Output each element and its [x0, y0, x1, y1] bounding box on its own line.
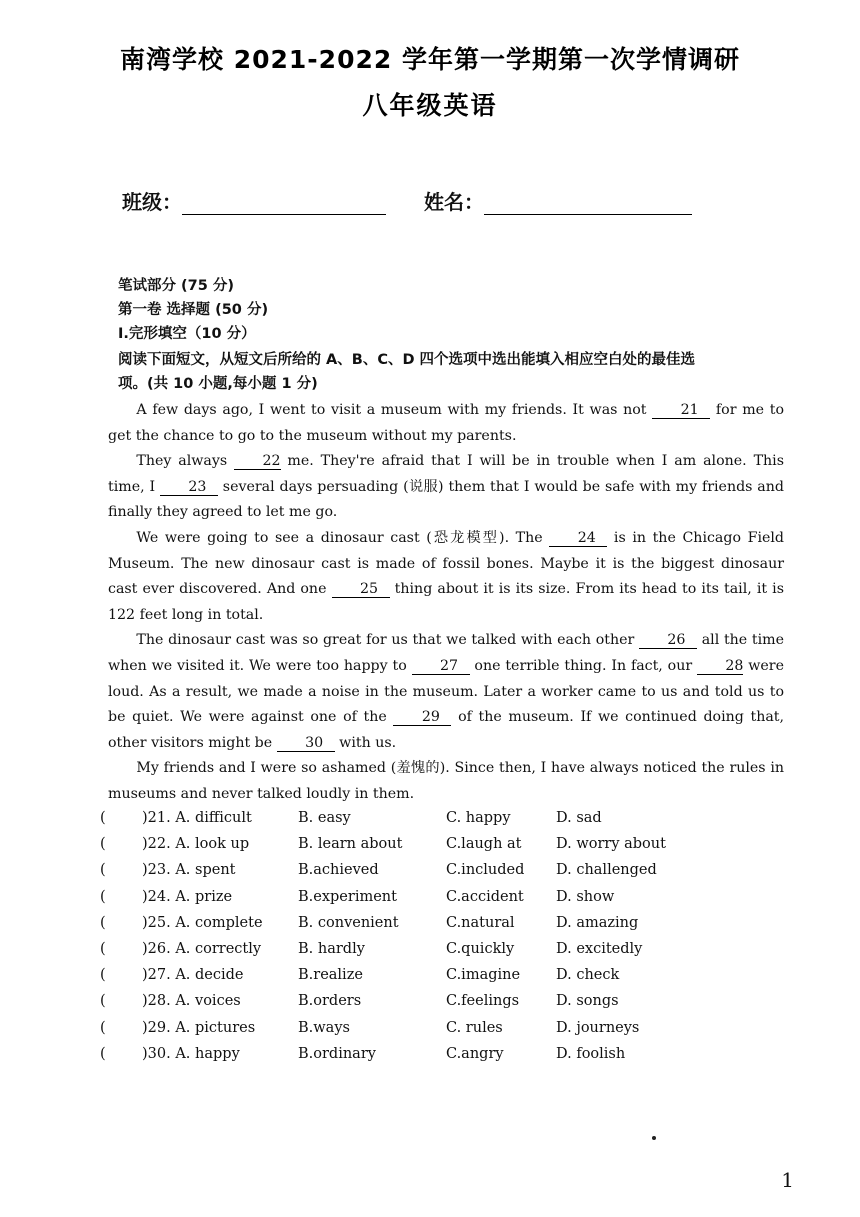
option-b: B.achieved: [298, 862, 379, 879]
question-23: )23. A. spent: [142, 862, 236, 879]
option-d: D. check: [556, 967, 620, 984]
option-b: B. easy: [298, 810, 351, 827]
class-field: [122, 186, 386, 215]
question-row: ( )21. A. difficult B. easy C. happy D. sad: [100, 805, 700, 831]
written-part-heading: 笔试部分 (75 分): [118, 278, 235, 294]
option-c: C.imagine: [446, 967, 521, 984]
instruction-line-2: 项。(共 10 小题,每小题 1 分): [118, 376, 318, 392]
question-24: )24. A. prize: [142, 888, 233, 905]
question-row: ( )28. A. voices B.orders C.feelings D. songs: [100, 988, 700, 1014]
class-label: 班级：: [122, 190, 182, 214]
paragraph-1: A few days ago, I went to visit a museum with my friends. It was not 21 for me to get the chance to go to the museum without my parents.: [108, 402, 784, 444]
question-row: ( )25. A. complete B. convenient C.natural D. amazing: [100, 910, 700, 936]
question-30: )30. A. happy: [142, 1045, 240, 1062]
question-row: ( )26. A. correctly B. hardly C.quickly D. excitedly: [100, 936, 700, 962]
scan-speck: [652, 1136, 656, 1140]
option-b: B.ways: [298, 1019, 350, 1036]
blank-23: 23: [160, 479, 218, 496]
question-row: ( )27. A. decide B.realize C.imagine D. check: [100, 962, 700, 988]
option-d: D. worry about: [556, 836, 666, 853]
question-row: ( )22. A. look up B. learn about C.laugh at D. worry about: [100, 831, 700, 857]
exam-subtitle: 八年级英语: [362, 91, 498, 120]
option-c: C.angry: [446, 1045, 504, 1062]
option-d: D. journeys: [556, 1019, 640, 1036]
option-b: B. convenient: [298, 914, 399, 931]
paragraph-5: My friends and I were so ashamed (羞愧的). Since then, I have always noticed the rules in museums and never talked loudly in them.: [108, 760, 784, 802]
question-row: ( )29. A. pictures B.ways C. rules D. journeys: [100, 1015, 700, 1041]
blank-24: 24: [549, 530, 607, 547]
paragraph-2: They always 22 me. They're afraid that I will be in trouble when I am alone. This time, I 23 several days persuading (说服) them that I would be safe with my friends and finally they agreed to let me go.: [108, 453, 784, 521]
blank-29: 29: [393, 709, 451, 726]
blank-30: 30: [277, 735, 335, 752]
option-c: C. happy: [446, 810, 511, 827]
option-c: C.natural: [446, 914, 515, 931]
option-d: D. amazing: [556, 914, 639, 931]
option-d: D. show: [556, 888, 615, 905]
option-b: B. hardly: [298, 941, 365, 958]
volume-heading: 第一卷 选择题 (50 分): [118, 302, 269, 318]
exam-title: 南湾学校 2021-2022 学年第一学期第一次学情调研: [120, 45, 740, 74]
cloze-heading: I.完形填空（10 分）: [118, 326, 256, 342]
page-number: 1: [781, 1168, 794, 1192]
name-blank-line: [484, 192, 692, 215]
option-b: B.realize: [298, 967, 363, 984]
option-c: C.accident: [446, 888, 524, 905]
paragraph-3: We were going to see a dinosaur cast (恐龙模型). The 24 is in the Chicago Field Museum. The new dinosaur cast is made of fossil bones. Maybe it is the biggest dinosaur cast ever discovered. And one 25 thing about it is its size. From its head to its tail, it is 122 feet long in total.: [108, 529, 785, 623]
question-22: )22. A. look up: [142, 836, 250, 853]
option-c: C.feelings: [446, 993, 520, 1010]
blank-21: 21: [652, 402, 710, 419]
question-26: )26. A. correctly: [142, 941, 262, 958]
option-d: D. excitedly: [556, 941, 643, 958]
option-d: D. songs: [556, 993, 619, 1010]
question-row: ( )23. A. spent B.achieved C.included D. challenged: [100, 857, 700, 883]
question-row: ( )30. A. happy B.ordinary C.angry D. foolish: [100, 1041, 700, 1067]
question-25: )25. A. complete: [142, 914, 263, 931]
paragraph-4: The dinosaur cast was so great for us that we talked with each other 26 all the time when we visited it. We were too happy to 27 one terrible thing. In fact, our 28 were loud. As a result, we made a noise in the museum. Later a worker came to us and told us to be quiet. We were against one of the 29 of the museum. If we continued doing that, other visitors might be 30 with us.: [108, 632, 784, 751]
option-b: B.experiment: [298, 888, 397, 905]
question-options-table: [100, 805, 700, 1067]
question-21: )21. A. difficult: [142, 810, 252, 827]
option-b: B.orders: [298, 993, 362, 1010]
blank-26: 26: [639, 632, 697, 649]
blank-27: 27: [412, 658, 470, 675]
name-label: 姓名：: [424, 190, 484, 214]
option-c: C.quickly: [446, 941, 515, 958]
option-c: C. rules: [446, 1019, 503, 1036]
name-field: [424, 186, 692, 215]
option-d: D. sad: [556, 810, 602, 827]
blank-22: 22: [234, 453, 280, 470]
cloze-passage: [108, 398, 784, 808]
option-c: C.laugh at: [446, 836, 522, 853]
instruction-line-1: 阅读下面短文，从短文后所给的 A、B、C、D 四个选项中选出能填入相应空白处的最佳选: [118, 352, 696, 368]
option-c: C.included: [446, 862, 525, 879]
option-d: D. challenged: [556, 862, 657, 879]
class-blank-line: [182, 192, 386, 215]
question-28: )28. A. voices: [142, 993, 241, 1010]
option-d: D. foolish: [556, 1045, 626, 1062]
question-27: )27. A. decide: [142, 967, 244, 984]
option-b: B.ordinary: [298, 1045, 376, 1062]
blank-28: 28: [697, 658, 743, 675]
question-row: ( )24. A. prize B.experiment C.accident D. show: [100, 884, 700, 910]
option-b: B. learn about: [298, 836, 403, 853]
blank-25: 25: [332, 581, 390, 598]
question-29: )29. A. pictures: [142, 1019, 256, 1036]
